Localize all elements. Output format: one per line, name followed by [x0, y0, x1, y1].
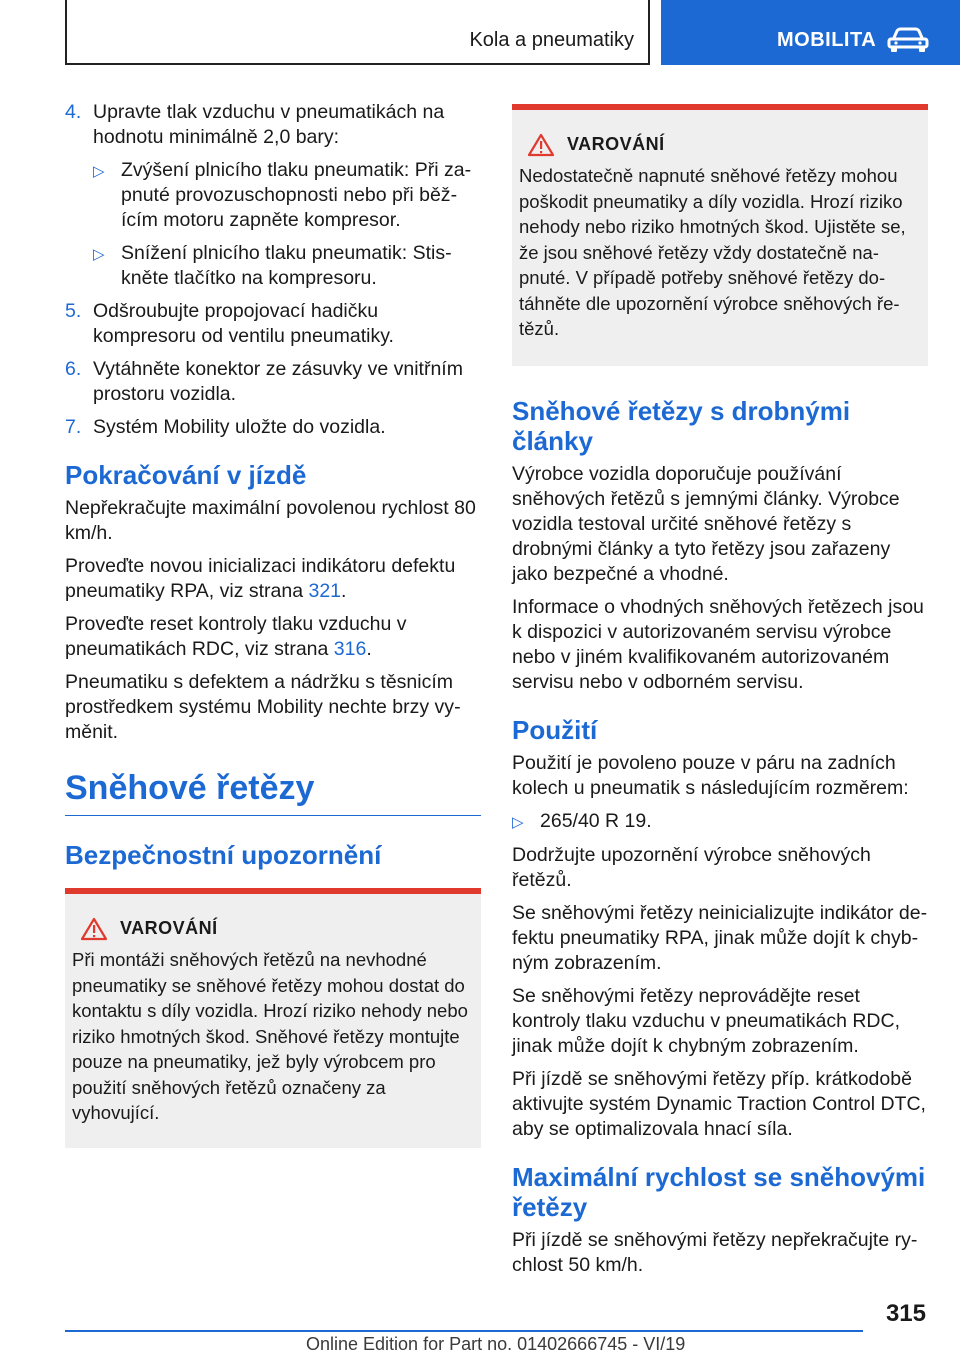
bullet-text: 265/40 R 19.	[540, 809, 652, 832]
paragraph: Při jízdě se sněhovými řetězy příp. krátkodobě aktivujte systém Dynamic Traction Control DTC, aby se optimalizovala hnací síla.	[512, 1067, 926, 1140]
page-link-316[interactable]: 316	[333, 638, 367, 660]
chapter-tab[interactable]	[661, 0, 960, 65]
left-column	[65, 100, 481, 1156]
paragraph	[65, 612, 481, 662]
paragraph: Informace o vhodných sněhových řetězech jsou k dispozici v autorizovaném servisu výrobce nebo v jiném kvalifikovaném autorizovaném servisu nebo v odborném servisu.	[512, 595, 924, 693]
step-number: 6.	[65, 358, 82, 380]
step-item	[65, 299, 481, 349]
step-item	[65, 357, 481, 407]
step-number: 7.	[65, 416, 82, 438]
step-item	[65, 100, 481, 150]
page-link-321[interactable]: 321	[308, 580, 342, 602]
paragraph: Dodržujte upozornění výrobce sněhových řetězů.	[512, 843, 871, 891]
bullet-item	[512, 809, 928, 835]
paragraph-text: Proveďte novou inicializaci indikátoru defektu pneumatiky RPA, viz strana	[65, 555, 456, 602]
warning-title: VAROVÁNÍ	[567, 134, 665, 154]
paragraph: Se sněhovými řetězy neprovádějte reset kontroly tlaku vzduchu v pneumatikách RDC, jinak může dojít k chybným zobrazením.	[512, 984, 901, 1057]
fine-chains-heading: Sněhové řetězy s drobnými články	[512, 395, 851, 456]
paragraph-text: .	[341, 580, 347, 602]
header-section-box	[65, 0, 650, 65]
chapter-title: Sněhové řetězy	[65, 767, 481, 816]
paragraph: Výrobce vozidla doporučuje používání sněhových řetězů s jemnými články. Výrobce vozidla testoval určité sněhové řetězy s drobnými články a tyto řetězy jsou zařazeny jako bezpečné a vhodné.	[512, 462, 900, 585]
triangle-bullet-icon: ▷	[93, 246, 105, 263]
sub-bullet-text: Snížení plnicího tlaku pneumatik: Stiskněte tlačítko na kompresoru.	[121, 242, 452, 289]
step-text: Vytáhněte konektor ze zásuvky ve vnitřním prostoru vozidla.	[93, 358, 463, 405]
triangle-bullet-icon: ▷	[512, 813, 524, 831]
step-item	[65, 415, 481, 440]
paragraph: Se sněhovými řetězy neinicializujte indikátor defektu pneumatiky RPA, jinak může dojít k chybným zobrazením.	[512, 901, 928, 974]
step-text: Upravte tlak vzduchu v pneumatikách na hodnotu minimálně 2,0 bary:	[93, 101, 445, 148]
paragraph: Nepřekračujte maximální povolenou rychlost 80 km/h.	[65, 497, 476, 544]
paragraph	[65, 554, 481, 604]
car-icon	[887, 27, 929, 53]
continue-driving-heading: Pokračování v jízdě	[65, 460, 307, 490]
step-number: 5.	[65, 300, 82, 322]
sub-bullet-item	[65, 241, 481, 291]
triangle-bullet-icon: ▷	[93, 163, 105, 180]
sub-bullet-item	[65, 158, 481, 233]
warning-header	[519, 132, 918, 157]
safety-heading: Bezpečnostní upozornění	[65, 840, 382, 870]
usage-heading: Použití	[512, 714, 598, 745]
edition-footer: Online Edition for Part no. 01402666745 - VI/19	[306, 1334, 686, 1354]
page-number: 315	[885, 1300, 926, 1327]
paragraph: Při jízdě se sněhovými řetězy nepřekračujte rychlost 50 km/h.	[512, 1228, 918, 1276]
warning-triangle-icon	[527, 133, 555, 157]
warning-text: Nedostatečně napnuté sněhové řetězy mohou poškodit pneumatiky a díly vozidla. Hrozí riziko nehody nebo riziko hmotných škod. Ujistěte se, že jsou sněhové řetězy vždy dostatečně napnuté. V případě potřeby sněhové řetězy dotáhněte dle upozornění výrobce sněhových řetězů.	[519, 165, 906, 339]
warning-header	[72, 916, 471, 941]
sub-bullet-text: Zvýšení plnicího tlaku pneumatik: Při zapnuté provozuschopnosti nebo při běžícím motoru zapněte kompresor.	[121, 159, 472, 231]
footer-divider	[65, 1330, 863, 1332]
warning-title: VAROVÁNÍ	[120, 918, 218, 938]
chapter-tab-label: MOBILITA	[777, 29, 877, 51]
warning-box	[512, 104, 928, 366]
step-text: Systém Mobility uložte do vozidla.	[93, 416, 386, 438]
paragraph: Pneumatiku s defektem a nádržku s těsnicím prostředkem systému Mobility nechte brzy vyměnit.	[65, 671, 461, 743]
warning-box	[65, 888, 481, 1148]
step-text: Odšroubujte propojovací hadičku kompresoru od ventilu pneumatiky.	[93, 300, 394, 347]
max-speed-heading: Maximální rychlost se sněhovými řetězy	[512, 1161, 926, 1222]
paragraph: Použití je povoleno pouze v páru na zadních kolech u pneumatik s následujícím rozměrem:	[512, 751, 909, 799]
paragraph-text: .	[366, 638, 372, 660]
warning-text: Při montáži sněhových řetězů na nevhodné pneumatiky se sněhové řetězy mohou dostat do kontaktu s díly vozidla. Hrozí riziko nehody nebo riziko hmotných škod. Sněhové řetězy montujte pouze na pneumatiky, jež byly výrobcem pro použití sněhových řetězů označeny za vyhovující.	[72, 949, 468, 1123]
right-column	[512, 100, 928, 1286]
step-number: 4.	[65, 101, 82, 123]
paragraph-text: Proveďte reset kontroly tlaku vzduchu v pneumatikách RDC, viz strana	[65, 613, 407, 660]
header-section-title: Kola a pneumatiky	[469, 29, 634, 51]
warning-triangle-icon	[80, 917, 108, 941]
